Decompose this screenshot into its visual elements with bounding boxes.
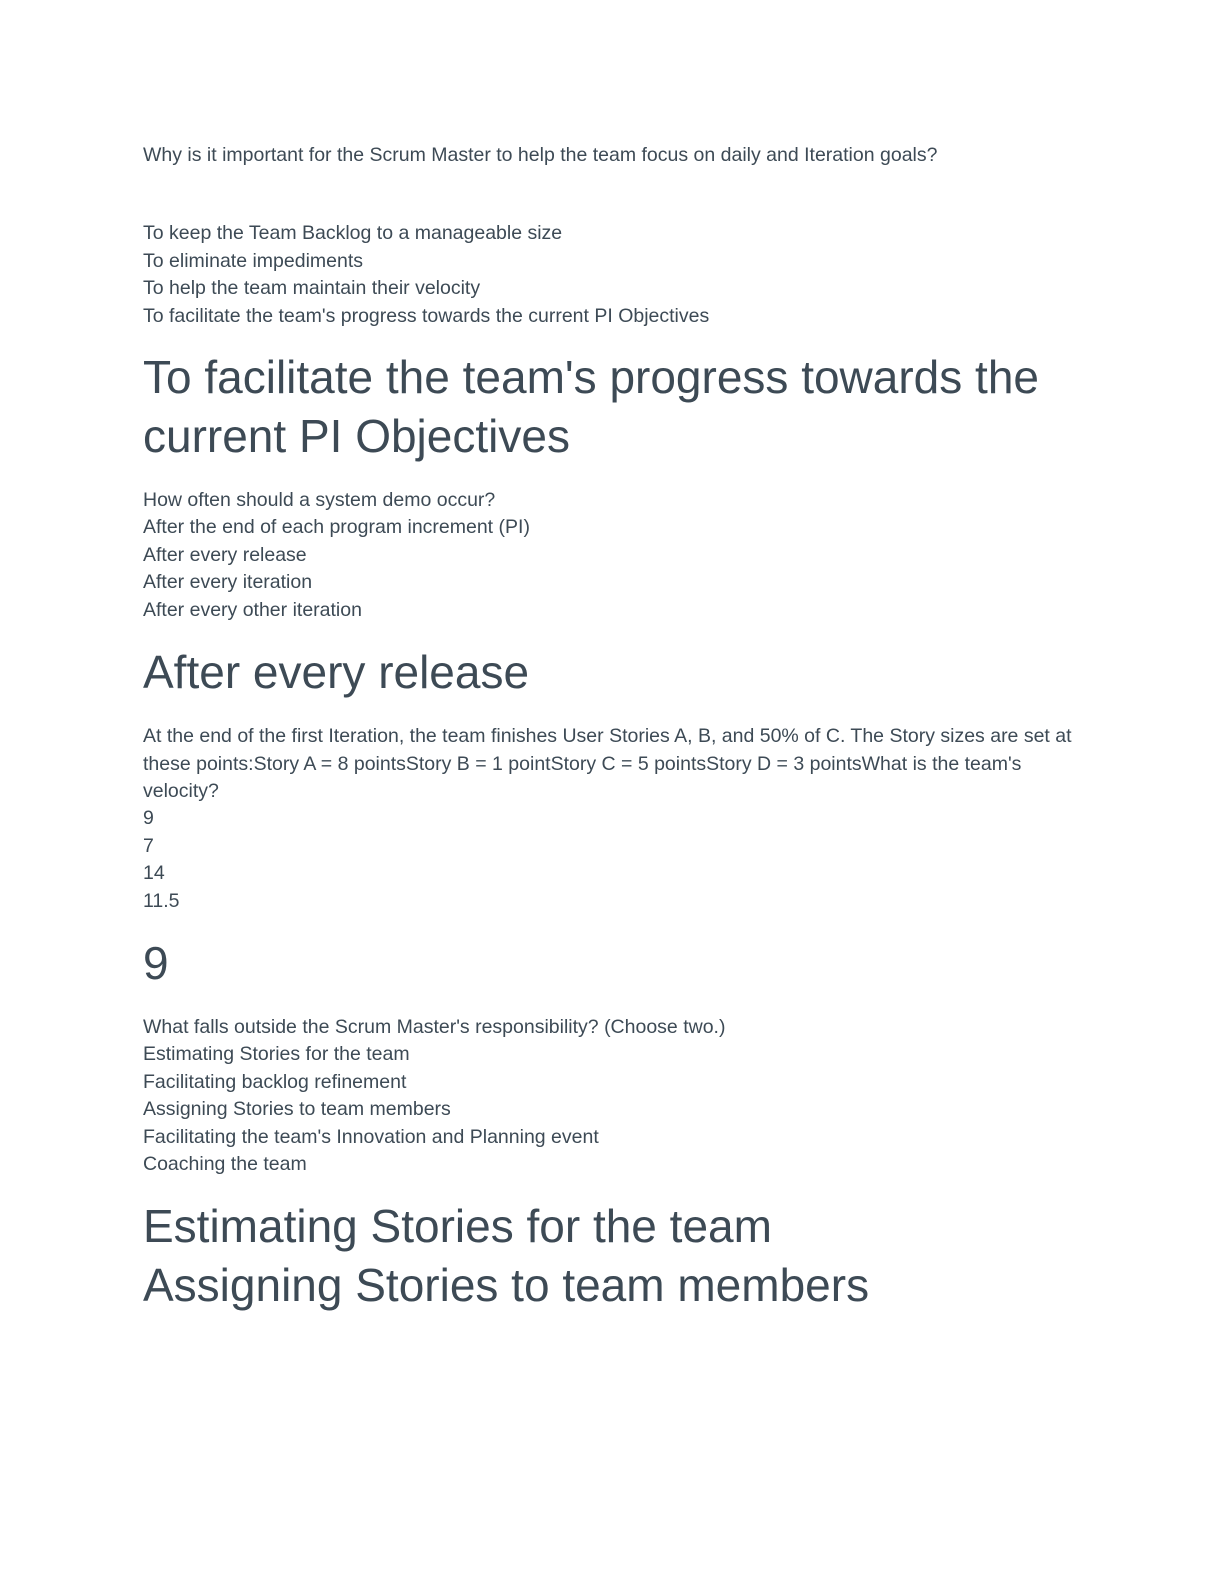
question-1-answer xyxy=(143,348,1083,466)
question-3-option: 7 xyxy=(143,834,154,857)
question-1-option: To facilitate the team's progress towards the current PI Objectives xyxy=(143,304,710,327)
question-4-option: Estimating Stories for the team xyxy=(143,1043,410,1065)
question-2-answer xyxy=(143,643,1083,702)
question-1-text: Why is it important for the Scrum Master to help the team focus on daily and Iteration goals? xyxy=(143,144,938,166)
answer-line: 9 xyxy=(143,937,169,989)
answer-line: Estimating Stories for the team xyxy=(143,1200,772,1252)
question-1-options xyxy=(143,220,709,330)
question-1-option: To eliminate impediments xyxy=(143,249,364,272)
question-2-options xyxy=(143,514,530,624)
question-1-option: To help the team maintain their velocity xyxy=(143,277,481,299)
question-4-option: Assigning Stories to team members xyxy=(143,1098,451,1120)
question-3-options xyxy=(143,805,180,915)
question-2-text: How often should a system demo occur? xyxy=(143,489,496,511)
question-3-option: 14 xyxy=(143,862,165,884)
answer-line: Assigning Stories to team members xyxy=(143,1259,870,1311)
answer-line: current PI Objectives xyxy=(143,410,570,462)
answer-line: To facilitate the team's progress towards the xyxy=(143,351,1039,403)
question-2-option: After every iteration xyxy=(143,571,313,593)
question-4-option: Facilitating the team's Innovation and Planning event xyxy=(143,1125,599,1148)
question-4-option: Coaching the team xyxy=(143,1153,307,1175)
question-2-option: After every other iteration xyxy=(143,598,362,621)
question-1-option: To keep the Team Backlog to a manageable size xyxy=(143,222,563,244)
question-3-text: At the end of the first Iteration, the team finishes User Stories A, B, and 50% of C. The Story sizes are set at these points:Story A = 8 pointsStory B = 1 pointStory C = 5 pointsStory D = 3 pointsWhat is the team's velocity? xyxy=(143,725,1072,802)
question-4-options xyxy=(143,1041,599,1179)
question-4-option: Facilitating backlog refinement xyxy=(143,1070,407,1093)
question-3-answer xyxy=(143,934,1083,993)
question-4-text: What falls outside the Scrum Master's responsibility? (Choose two.) xyxy=(143,1016,726,1038)
answer-line: After every release xyxy=(143,646,530,698)
question-3-option: 11.5 xyxy=(143,889,180,912)
question-4-answer xyxy=(143,1197,1083,1315)
question-2-option: After every release xyxy=(143,543,307,566)
question-2-option: After the end of each program increment (PI) xyxy=(143,516,530,538)
question-3-option: 9 xyxy=(143,807,154,829)
